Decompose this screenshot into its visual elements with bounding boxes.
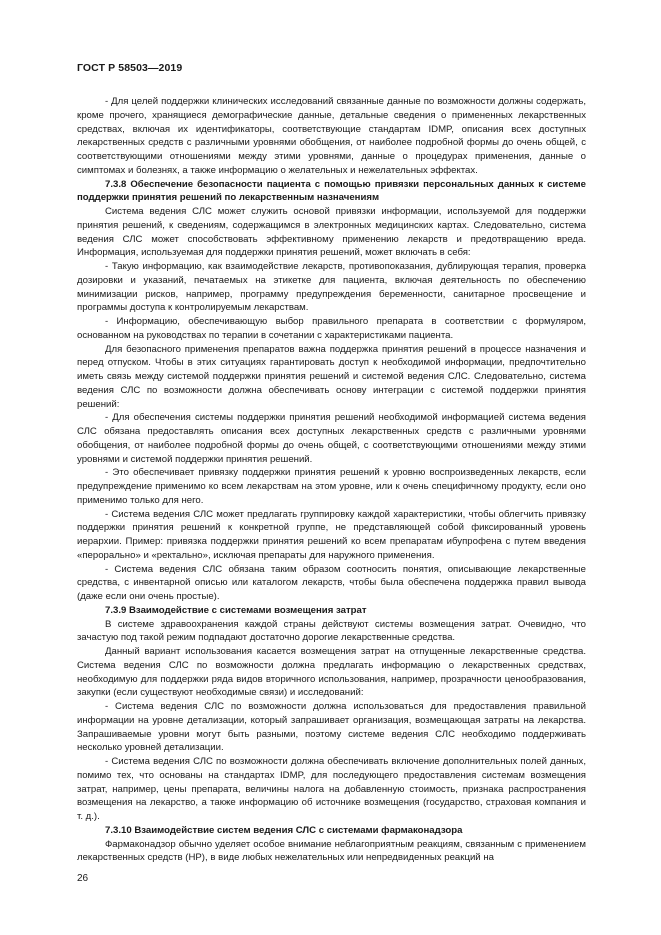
list-item: - Система ведения СЛС может предлагать группировку каждой характеристики, чтобы облегчить привязку поддержки принятия решений к конкретной группе, не представляющей собой фиксированный уровень иерархии. Пример: привязка поддержки принятия решений ко всем препаратам ибупрофена с путем введения «перорально» и «ректально», исключая препараты для наружного применения. (77, 508, 586, 561)
list-item: - Для обеспечения системы поддержки принятия решений необходимой информацией система ведения СЛС обязана предоставлять описания всех доступных лекарственных средств с различными уровнями обобщения, от наиболее подробной формы до очень общей, с соответствующими отношениями между этими уровнями и системой поддержки принятия решений. (77, 412, 586, 465)
paragraph: Фармаконадзор обычно уделяет особое внимание неблагоприятным реакциям, связанным с применением лекарственных средств (НР), в виде любых нежелательных или непредвиденных реакций на (77, 838, 586, 864)
document-body (77, 95, 586, 865)
paragraph: В системе здравоохранения каждой страны действуют системы возмещения затрат. Очевидно, что зачастую под такой режим подпадают достаточно дорогие лекарственные средства. (77, 618, 586, 644)
list-item: - Это обеспечивает привязку поддержки принятия решений к уровню воспроизведенных лекарств, если предупреждение применимо ко всем лекарствам на этом уровне, или к очень специфичному продукту, если оно применимо только для него. (77, 467, 586, 506)
list-item: - Такую информацию, как взаимодействие лекарств, противопоказания, дублирующая терапия, проверка дозировки и указаний, печатаемых на этикетке для пациента, включая деятельность по обеспечению минимизации рисков, например, программу предупреждения беременности, санитарное просвещение и программы доступа к контролируемым лекарствам. (77, 261, 586, 314)
section-heading: 7.3.10 Взаимодействие систем ведения СЛС с системами фармаконадзора (105, 824, 463, 836)
document-header: ГОСТ Р 58503—2019 (77, 62, 183, 74)
paragraph: - Для целей поддержки клинических исследований связанные данные по возможности должны содержать, кроме прочего, хранящиеся демографические данные, детальные сведения о примененных лекарственных средствах, включая их идентификаторы, соответствующие стандартам IDMP, описания всех доступных лекарственных средств с различными уровнями обобщения, от наиболее подробной формы до очень общей, с соответствующими отношениями между этими уровнями, данные о процедурах применения, данные о симптомах и болезнях, а также информацию о желательных и нежелательных эффектах. (77, 96, 586, 176)
section-heading: 7.3.9 Взаимодействие с системами возмещения затрат (105, 604, 367, 616)
paragraph: Данный вариант использования касается возмещения затрат на отпущенные лекарственные средства. Система ведения СЛС по возможности должна предлагать информацию о лекарственных средствах, необходимую для поддержки ряда видов вторичного использования, например, прозрачности ценообразования, закупки (если существуют необходимые связи) и исследований: (77, 646, 586, 699)
paragraph: Система ведения СЛС может служить основой привязки информации, используемой для поддержки принятия решений, к сведениям, содержащимся в электронных медицинских картах. Следовательно, система ведения СЛС может способствовать эффективному применению лекарств и предотвращению вреда. Информация, используемая для поддержки принятия решений, может включать в себя: (77, 206, 586, 259)
list-item: - Система ведения СЛС по возможности должна использоваться для предоставления правильной информации на уровне детализации, который запрашивает организация, возмещающая затраты на лекарства. Запрашиваемые уровни могут быть разными, поэтому системе ведения СЛС необходимо поддерживать несколько уровней детализации. (77, 701, 586, 754)
list-item: - Система ведения СЛС по возможности должна обеспечивать включение дополнительных полей данных, помимо тех, что основаны на стандартах IDMP, для последующего предоставления системам возмещения затрат, например, цены препарата, величины налога на добавленную стоимость, признака распространения возмещения на лекарство, а также информацию об источнике возмещения (государство, страховая компания и т. д.). (77, 756, 586, 822)
list-item: - Система ведения СЛС обязана таким образом соотносить понятия, описывающие лекарственные средства, с инвентарной описью или каталогом лекарств, чтобы была обеспечена поддержка правил вывода (даже если они очень простые). (77, 563, 586, 602)
paragraph: Для безопасного применения препаратов важна поддержка принятия решений в процессе назначения и перед отпуском. Чтобы в этих ситуациях гарантировать доступ к необходимой информации, предпочтительно иметь связь между системой поддержки принятия решений и системой ведения СЛС. Следовательно, система ведения СЛС по возможности должна обеспечивать основу интеграции с системой поддержки принятия решений: (77, 343, 586, 410)
list-item: - Информацию, обеспечивающую выбор правильного препарата в соответствии с формуляром, основанном на руководствах по терапии в сочетании с характеристиками пациента. (77, 316, 586, 341)
page-number: 26 (77, 873, 89, 884)
section-heading: 7.3.8 Обеспечение безопасности пациента с помощью привязки персональных данных к системе поддержки принятия решений по лекарственным назначениям (77, 178, 586, 204)
